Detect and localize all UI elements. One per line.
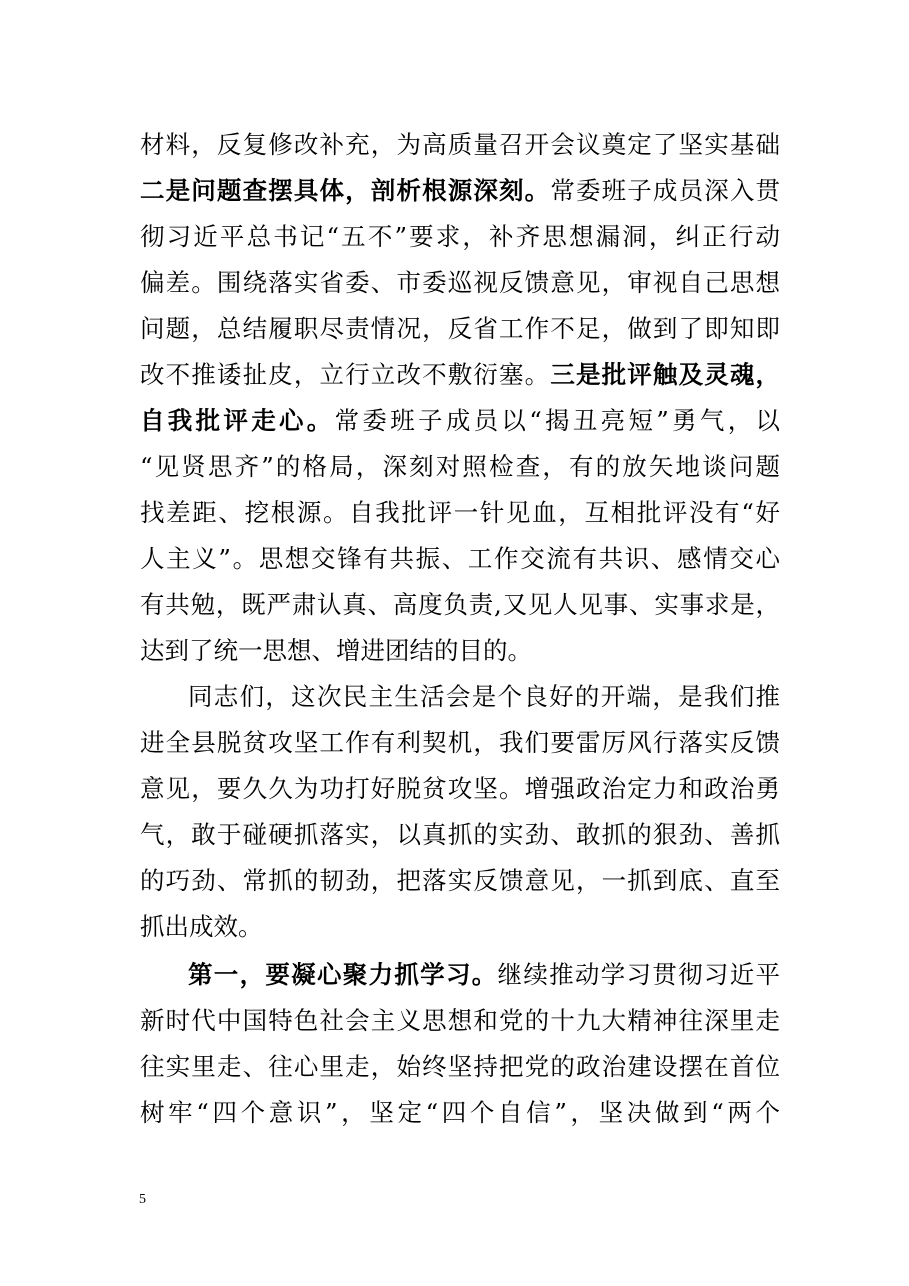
text-run: 改不推诿扯皮，立行立改不敷衍塞。 [140,360,551,389]
text-run: 进全县脱贫攻坚工作有利契机，我们要雷厉风行落实反馈 [140,728,780,757]
text-run: 树牢“四个意识”，坚定“四个自信”，坚决做到“两个 [140,1098,780,1127]
bold-text-run: 自我批评走心。 [140,406,335,435]
text-line [140,217,780,257]
text-run: 偏差。围绕落实省委、市委巡视反馈意见，审视自己思想 [140,268,780,297]
text-line [140,1093,780,1133]
bold-text-run: 二是问题查摆具体，剖析根源深刻。 [140,176,551,205]
text-run: 问题，总结履职尽责情况，反省工作不足，做到了即知即 [140,314,780,343]
text-line [140,401,780,441]
text-line [140,263,780,303]
text-line [140,125,780,165]
text-run: 材料，反复修改补充，为高质量召开会议奠定了坚实基础 [140,130,780,159]
text-line [140,493,780,533]
text-run: 有共勉，既严肃认真、高度负责,又见人见事、实事求是， [140,590,780,619]
text-line [140,585,780,625]
text-run: 人主义”。思想交锋有共振、工作交流有共识、感情交心 [140,544,780,573]
text-run: 常委班子成员以“揭丑亮短”勇气，以 [334,406,780,435]
text-line [140,907,780,947]
text-line [140,171,780,211]
text-line [140,631,780,671]
text-run: 抓出成效。 [140,912,263,941]
text-line [140,861,780,901]
text-line [188,677,780,717]
text-run: 继续推动学习贯彻习近平 [497,960,781,989]
bold-text-run: 三是批评触及灵魂， [550,360,781,389]
text-line [140,355,780,395]
text-run: 新时代中国特色社会主义思想和党的十九大精神往深里走 [140,1006,780,1035]
text-run: “见贤思齐”的格局，深刻对照检查，有的放矢地谈问题 [140,452,780,481]
text-run: 同志们，这次民主生活会是个良好的开端，是我们推 [188,682,780,711]
text-run: 找差距、挖根源。自我批评一针见血，互相批评没有“好 [140,498,780,527]
text-run: 彻习近平总书记“五不”要求，补齐思想漏洞，纠正行动 [140,222,780,251]
text-line [140,539,780,579]
text-line [140,1001,780,1041]
text-line [140,723,780,763]
text-run: 的巧劲、常抓的韧劲，把落实反馈意见，一抓到底、直至 [140,866,780,895]
text-run: 意见，要久久为功打好脱贫攻坚。增强政治定力和政治勇 [140,774,780,803]
text-run: 常委班子成员深入贯 [550,176,781,205]
text-line [140,309,780,349]
text-line [140,1047,780,1087]
text-line [140,769,780,809]
text-line [140,447,780,487]
bold-text-run: 第一，要凝心聚力抓学习。 [188,960,498,989]
page-number: 5 [139,1192,146,1207]
text-run: 达到了统一思想、增进团结的目的。 [140,636,532,665]
text-run: 气，敢于碰硬抓落实，以真抓的实劲、敢抓的狠劲、善抓 [140,820,780,849]
text-run: 往实里走、往心里走，始终坚持把党的政治建设摆在首位 [140,1052,780,1081]
text-line [188,955,780,995]
text-line [140,815,780,855]
